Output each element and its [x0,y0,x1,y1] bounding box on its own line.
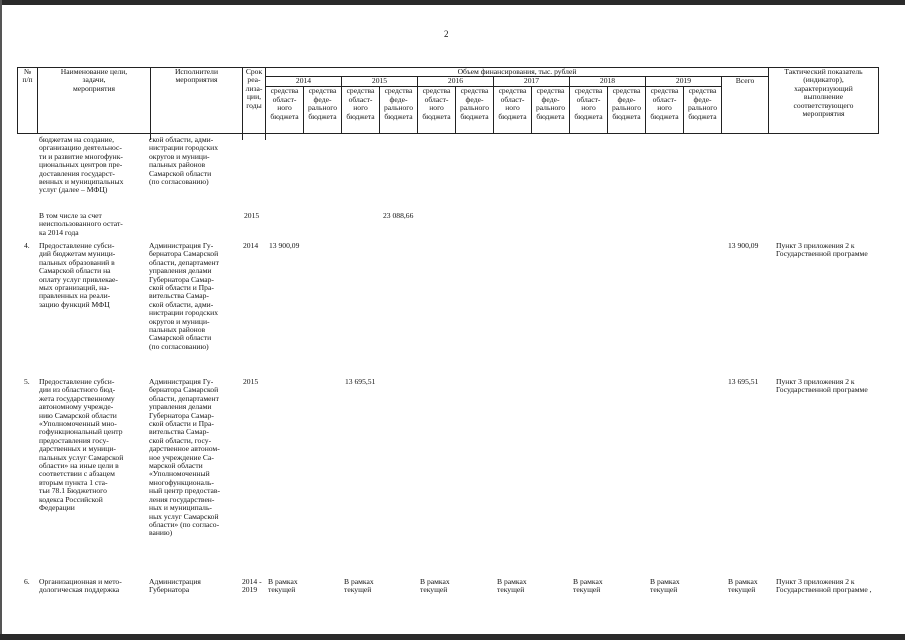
col-header-num: № п/п [18,68,38,134]
year-2016: 2016 [418,77,494,87]
row-value-2015-regional: 13 695,51 [345,377,376,386]
col-header-total: Всего [722,77,769,134]
sub-regional: средства област- ного бюджета [418,87,456,134]
sub-row-term: 2015 [244,211,260,220]
row-total: 13 900,09 [728,241,759,250]
sub-federal: средства феде- рального бюджета [304,87,342,134]
sub-regional: средства област- ного бюджета [646,87,684,134]
row-in-range-2018: В рамках текущей [573,577,603,595]
year-2019: 2019 [646,77,722,87]
column-rule [242,134,243,140]
scan-edge-top [0,0,905,5]
page-number: 2 [444,29,449,39]
row-term: 2015 [243,377,259,386]
col-header-funding: Объем финансирования, тыс. рублей [266,68,769,77]
row-indicator: Пункт 3 приложения 2 к Государственной программе [776,241,868,259]
scan-edge-left [0,0,2,640]
sub-federal: средства феде- рального бюджета [532,87,570,134]
sub-federal: средства феде- рального бюджета [684,87,722,134]
row-in-range-2016: В рамках текущей [420,577,450,595]
sub-row-name: В том числе за счет неиспользованного остат- ка 2014 года [39,211,123,237]
cont-item-executors: ской области, адми- нистрации городских округов и муници- пальных районов Самарской области (по согласованию) [149,135,219,187]
row-indicator: Пункт 3 приложения 2 к Государственной программе [776,377,868,395]
row-term: 2014 [243,241,259,250]
row-in-range-total: В рамках текущей [728,577,758,595]
col-header-term: Срок реа- лиза- ции, годы [243,68,266,134]
sub-federal: средства феде- рального бюджета [608,87,646,134]
row-number: 4. [24,241,30,250]
row-name: Организационная и мето- дологическая поддержка [39,577,122,595]
row-total: 13 695,51 [728,377,759,386]
row-executors: Администрация Губернатора [149,577,201,595]
row-term: 2014 - 2019 [242,577,262,595]
row-name: Предоставление субси- дии из областного бюд- жета государственному автономному учрежде- нию Самарской области «Уполномоченный мно- гофункциональный центр предоставления госу- дарственных и муници- пальных услуг Самарской области» на иные цели в соответствии с абзацем вторым пункта 1 ста- тьи 78.1 Бюджетного кодекса Российской Федерации [39,377,124,513]
year-2014: 2014 [266,77,342,87]
row-in-range-2019: В рамках текущей [650,577,680,595]
row-value-2014-regional: 13 900,09 [269,241,300,250]
row-in-range-2015: В рамках текущей [344,577,374,595]
row-in-range-2014: В рамках текущей [268,577,298,595]
funding-table-header [17,67,879,134]
sub-regional: средства област- ного бюджета [342,87,380,134]
row-name: Предоставление субси- дий бюджетам муници- пальных образований в Самарской области на оплату услуг привлекае- мых организаций, на- правленных на реали- зацию функций МФЦ [39,241,118,309]
row-number: 5. [24,377,30,386]
row-executors: Администрация Гу- бернатора Самарской области, департамент управления делами Губернатора Самар- ской области и Пра- вительства Самар- ской области, адми- нистрации городских округов и муници- пальных районов Самарской области (по согласованию) [149,241,219,351]
sub-regional: средства област- ного бюджета [570,87,608,134]
sub-regional: средства област- ного бюджета [494,87,532,134]
year-2017: 2017 [494,77,570,87]
col-header-indicator: Тактический показатель (индикатор), характеризующий выполнение соответствующего мероприятия [769,68,879,134]
sub-federal: средства феде- рального бюджета [380,87,418,134]
year-2018: 2018 [570,77,646,87]
column-rule [265,134,266,140]
year-2015: 2015 [342,77,418,87]
col-header-name: Наименование цели, задачи, мероприятия [38,68,151,134]
cont-item-name: бюджетам на создание, организацию деятельнос- ти и развитие многофунк- циональных центров пре- доставления государст- венных и муниципальных услуг (далее – МФЦ) [39,135,124,195]
sub-row-value-2015: 23 088,66 [383,211,414,220]
sub-federal: средства феде- рального бюджета [456,87,494,134]
sub-regional: средства област- ного бюджета [266,87,304,134]
scan-edge-bottom [0,634,905,640]
row-number: 6. [24,577,30,586]
col-header-executors: Исполнители мероприятия [151,68,243,134]
row-in-range-2017: В рамках текущей [497,577,527,595]
row-indicator: Пункт 3 приложения 2 к Государственной программе , [776,577,872,595]
row-executors: Администрация Гу- бернатора Самарской области, департамент управления делами Губернатора Самар- ской области и Пра- вительства Самар- ской области, госу- дарственное автоном- ное учреждение Са- марской области «Уполномоченный многофункциональ- ный центр предостав- ления государствен- ных и муниципаль- ных услуг Самарской области» (по согласо- ванию) [149,377,220,538]
